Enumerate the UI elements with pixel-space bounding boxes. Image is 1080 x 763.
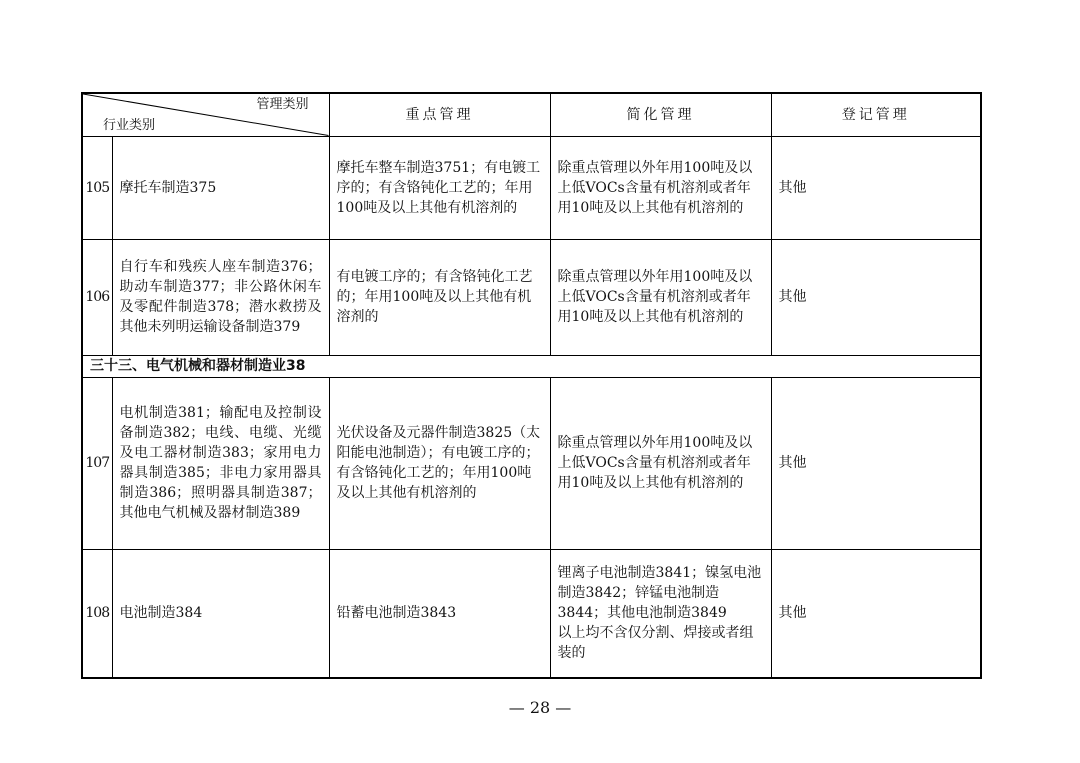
registration-management-header: 登记管理 <box>771 93 981 136</box>
page-number: — 28 — <box>508 698 572 717</box>
industry-cell: 摩托车制造375 <box>112 136 329 239</box>
registration-cell: 其他 <box>771 136 981 239</box>
section-title: 三十三、电气机械和器材制造业38 <box>82 355 981 377</box>
key-management-cell: 摩托车整车制造3751；有电镀工序的；有含铬钝化工艺的；年用100吨及以上其他有机溶剂的 <box>329 136 550 239</box>
simplified-management-cell <box>550 549 771 678</box>
row-number: 105 <box>82 136 112 239</box>
industry-category-label: 行业类别 <box>103 117 156 133</box>
registration-cell: 其他 <box>771 239 981 355</box>
industry-cell: 电池制造384 <box>112 549 329 678</box>
simplified-management-header: 简化管理 <box>550 93 771 136</box>
table-row <box>82 549 981 678</box>
table-row <box>82 239 981 355</box>
simplified-management-cell: 除重点管理以外年用100吨及以上低VOCs含量有机溶剂或者年用10吨及以上其他有机溶剂的 <box>550 377 771 549</box>
permit-catalogue-table <box>81 92 982 679</box>
table-row <box>82 377 981 549</box>
table-row <box>82 136 981 239</box>
key-management-cell: 铅蓄电池制造3843 <box>329 549 550 678</box>
diagonal-header-cell <box>82 93 329 136</box>
key-management-cell: 光伏设备及元器件制造3825（太阳能电池制造）；有电镀工序的；有含铬钝化工艺的；年用100吨及以上其他有机溶剂的 <box>329 377 550 549</box>
row-number: 107 <box>82 377 112 549</box>
simplified-management-cell: 除重点管理以外年用100吨及以上低VOCs含量有机溶剂或者年用10吨及以上其他有机溶剂的 <box>550 136 771 239</box>
section-row <box>82 355 981 377</box>
registration-cell: 其他 <box>771 549 981 678</box>
header-row <box>82 93 981 136</box>
industry-cell: 电机制造381；输配电及控制设备制造382；电线、电缆、光缆及电工器材制造383；家用电力器具制造385；非电力家用器具制造386；照明器具制造387；其他电气机械及器材制造389 <box>112 377 329 549</box>
simplified-management-note: 以上均不含仅分割、焊接或者组装的 <box>557 625 754 662</box>
industry-cell: 自行车和残疾人座车制造376；助动车制造377；非公路休闲车及零配件制造378；潜水救捞及其他未列明运输设备制造379 <box>112 239 329 355</box>
key-management-cell: 有电镀工序的；有含铬钝化工艺的；年用100吨及以上其他有机溶剂的 <box>329 239 550 355</box>
key-management-header: 重点管理 <box>329 93 550 136</box>
row-number: 108 <box>82 549 112 678</box>
row-number: 106 <box>82 239 112 355</box>
simplified-management-cell: 除重点管理以外年用100吨及以上低VOCs含量有机溶剂或者年用10吨及以上其他有机溶剂的 <box>550 239 771 355</box>
registration-cell: 其他 <box>771 377 981 549</box>
simplified-management-text: 锂离子电池制造3841；镍氢电池制造3842；锌锰电池制造3844；其他电池制造3849 <box>557 565 762 622</box>
management-category-label: 管理类别 <box>256 97 309 112</box>
